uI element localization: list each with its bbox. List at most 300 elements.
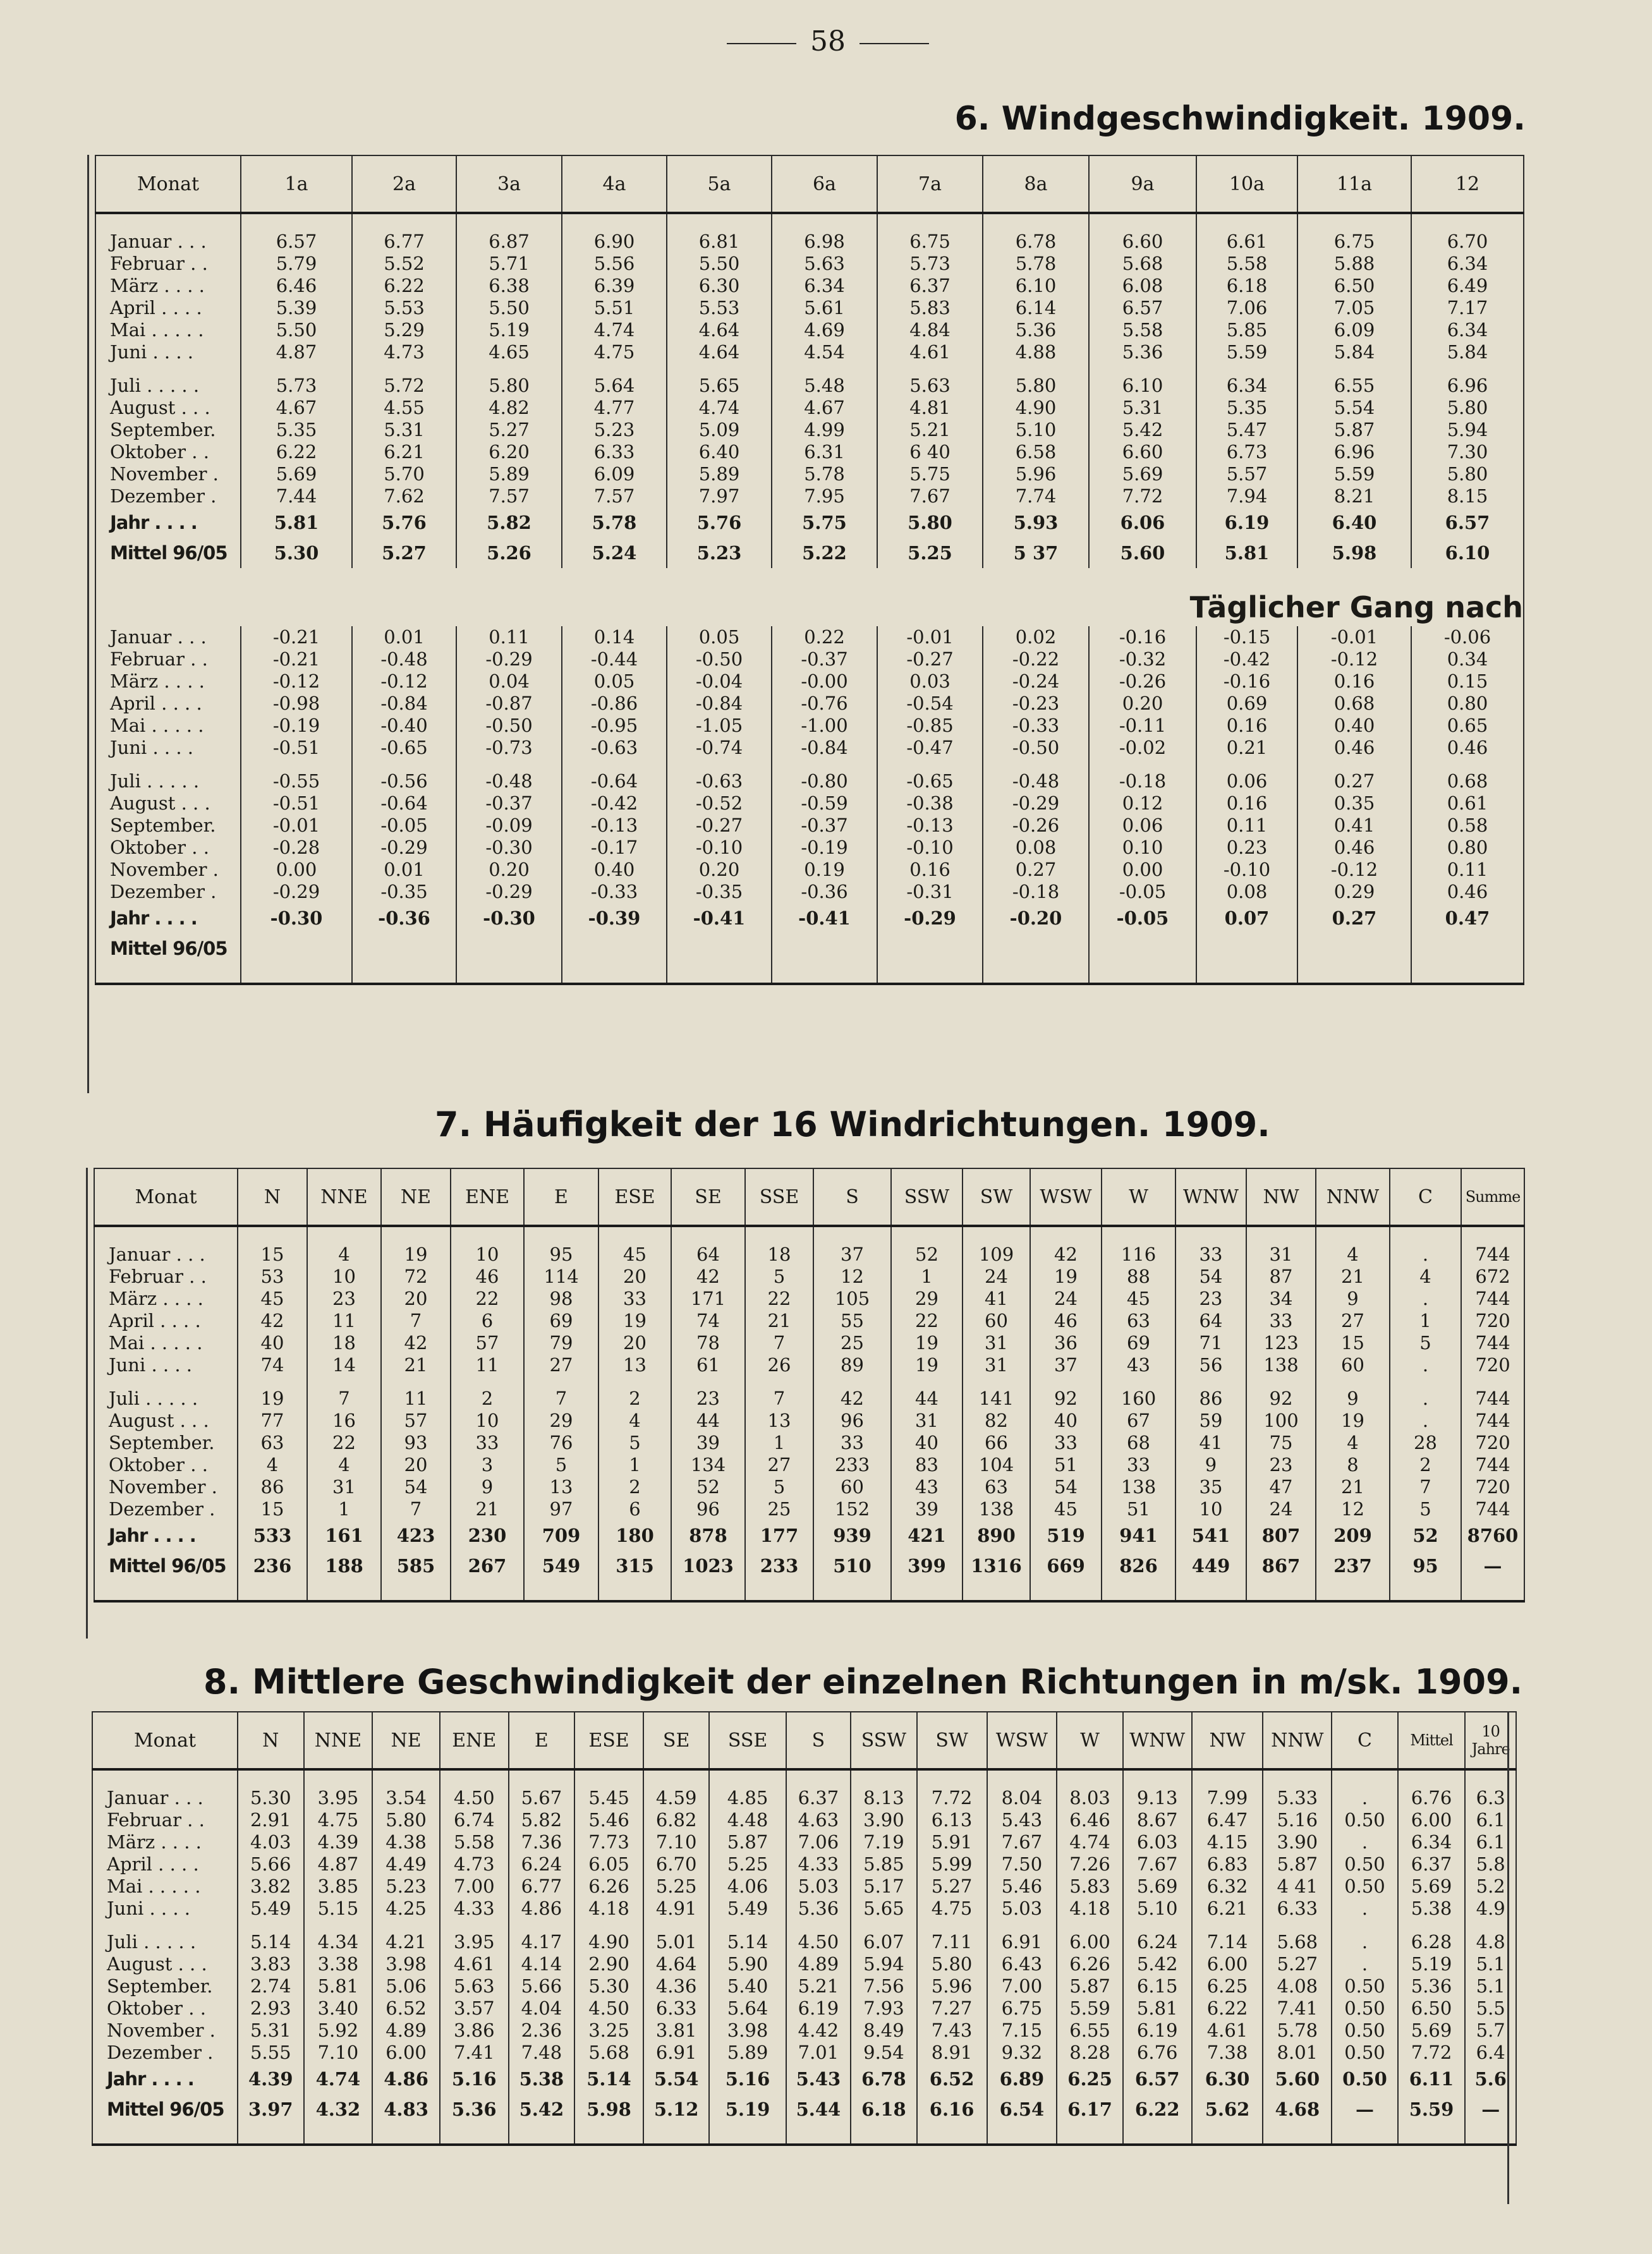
value-cell: 5.09 — [667, 419, 772, 441]
value-cell: -0.36 — [352, 903, 456, 933]
column-header: C — [1332, 1712, 1398, 1769]
value-cell: 5.1 — [1465, 1953, 1516, 1975]
value-cell: 4.63 — [786, 1809, 851, 1831]
table-row — [95, 253, 1524, 275]
value-cell: 6.4 — [1465, 2042, 1516, 2064]
value-cell: 3.82 — [238, 1875, 304, 1898]
value-cell: 6.47 — [1192, 1809, 1263, 1831]
value-cell: 42 — [238, 1310, 307, 1332]
spacer-cell — [1123, 1769, 1192, 1787]
column-header: NNE — [304, 1712, 373, 1769]
value-cell: 7.57 — [562, 485, 667, 507]
value-cell: 19 — [1316, 1410, 1390, 1432]
table-row — [95, 815, 1524, 837]
value-cell: -0.63 — [562, 737, 667, 759]
month-label: Januar . . . — [94, 1244, 238, 1266]
value-cell — [1411, 933, 1524, 964]
value-cell: 2.90 — [574, 1953, 643, 1975]
month-label: Jahr . . . . — [95, 507, 241, 538]
value-cell: 867 — [1246, 1551, 1316, 1581]
spacer-cell — [456, 213, 562, 231]
dash-left — [727, 43, 796, 44]
value-cell: 52 — [1390, 1520, 1461, 1551]
value-cell: 5.58 — [1089, 319, 1196, 341]
spacer-cell — [1297, 213, 1411, 231]
value-cell: 4.68 — [1263, 2094, 1332, 2124]
value-cell: 5.7 — [1465, 2020, 1516, 2042]
value-cell: 54 — [381, 1476, 451, 1498]
month-label: Juni . . . . — [92, 1898, 238, 1920]
value-cell: 7 — [745, 1388, 813, 1410]
value-cell: 4.86 — [509, 1898, 575, 1920]
value-cell: -0.30 — [456, 837, 562, 859]
value-cell: -0.85 — [877, 715, 983, 737]
value-cell: 6.00 — [372, 2042, 440, 2064]
value-cell: 109 — [963, 1244, 1030, 1266]
value-cell: 82 — [963, 1410, 1030, 1432]
value-cell: 8.67 — [1123, 1809, 1192, 1831]
value-cell: 8760 — [1461, 1520, 1524, 1551]
value-cell: 7.57 — [456, 485, 562, 507]
value-cell: 672 — [1461, 1266, 1524, 1288]
value-cell: 4.42 — [786, 2020, 851, 2042]
value-cell: 315 — [598, 1551, 671, 1581]
value-cell: 7.44 — [241, 485, 352, 507]
month-label: Mittel 96/05 — [92, 2094, 238, 2124]
value-cell: 7.06 — [786, 1831, 851, 1853]
value-cell: -0.52 — [667, 792, 772, 815]
value-cell: 5.01 — [643, 1931, 710, 1953]
value-cell: 549 — [524, 1551, 598, 1581]
value-cell: 0.08 — [983, 837, 1089, 859]
value-cell: 5.14 — [709, 1931, 786, 1953]
column-header: N — [238, 1168, 307, 1226]
value-cell: 0.50 — [1332, 2064, 1398, 2094]
value-cell: 15 — [238, 1498, 307, 1520]
value-cell: 8.13 — [851, 1787, 917, 1809]
value-cell: -0.05 — [1089, 903, 1196, 933]
value-cell: 5.81 — [1196, 538, 1297, 568]
spacer-cell — [667, 363, 772, 375]
value-cell: 449 — [1175, 1551, 1246, 1581]
value-cell: 5.75 — [772, 507, 877, 538]
spacer-cell — [598, 1376, 671, 1388]
value-cell: . — [1390, 1244, 1461, 1266]
value-cell: 22 — [307, 1432, 381, 1454]
spacer-cell — [598, 1581, 671, 1601]
month-label: September. — [94, 1432, 238, 1454]
value-cell: 5.80 — [917, 1953, 987, 1975]
value-cell: 6.30 — [1192, 2064, 1263, 2094]
value-cell: 63 — [1102, 1310, 1175, 1332]
value-cell: 4.59 — [643, 1787, 710, 1809]
spacer-cell — [786, 2124, 851, 2145]
value-cell: 5.47 — [1196, 419, 1297, 441]
value-cell: 0.00 — [241, 859, 352, 881]
value-cell: — — [1461, 1551, 1524, 1581]
month-label: Januar . . . — [95, 626, 241, 648]
value-cell: 2.36 — [509, 2020, 575, 2042]
value-cell: 5.69 — [1089, 463, 1196, 485]
value-cell: -0.30 — [456, 903, 562, 933]
value-cell: 104 — [963, 1454, 1030, 1476]
value-cell: -0.38 — [877, 792, 983, 815]
value-cell: 2.91 — [238, 1809, 304, 1831]
spacer-cell — [241, 759, 352, 770]
value-cell: -0.19 — [241, 715, 352, 737]
value-cell: 4.82 — [456, 397, 562, 419]
value-cell: -1.00 — [772, 715, 877, 737]
spacer-cell — [94, 1581, 238, 1601]
value-cell: 5 — [1390, 1332, 1461, 1354]
value-cell: 6.50 — [1297, 275, 1411, 297]
table-row — [95, 859, 1524, 881]
value-cell: 0.06 — [1196, 770, 1297, 792]
column-header: 11a — [1297, 155, 1411, 213]
value-cell: 6.34 — [1196, 375, 1297, 397]
direction-mean-speed-table — [92, 1711, 1517, 2146]
value-cell: 24 — [1246, 1498, 1316, 1520]
month-header: Monat — [95, 155, 241, 213]
value-cell: 0.16 — [1196, 715, 1297, 737]
value-cell: 0.27 — [1297, 770, 1411, 792]
value-cell: -0.26 — [983, 815, 1089, 837]
value-cell: -0.84 — [772, 737, 877, 759]
value-cell: 3.98 — [709, 2020, 786, 2042]
spacer-cell — [372, 1920, 440, 1931]
value-cell: 5.69 — [1398, 1875, 1466, 1898]
value-cell: 5.80 — [1411, 463, 1524, 485]
value-cell: 83 — [891, 1454, 963, 1476]
value-cell: -0.29 — [241, 881, 352, 903]
page-number — [695, 25, 961, 58]
value-cell: 33 — [1102, 1454, 1175, 1476]
value-cell: 4.86 — [372, 2064, 440, 2094]
value-cell: 4.67 — [772, 397, 877, 419]
value-cell: 23 — [1246, 1454, 1316, 1476]
value-cell: 5.51 — [562, 297, 667, 319]
value-cell: 0.50 — [1332, 1997, 1398, 2020]
value-cell: 1023 — [671, 1551, 745, 1581]
value-cell: 5.80 — [372, 1809, 440, 1831]
value-cell: 5.36 — [1089, 341, 1196, 363]
value-cell: 0.68 — [1411, 770, 1524, 792]
value-cell: 36 — [1030, 1332, 1102, 1354]
month-label: März . . . . — [92, 1831, 238, 1853]
spacer-cell — [671, 1581, 745, 1601]
value-cell: -0.32 — [1089, 648, 1196, 670]
spacer-cell — [1102, 1376, 1175, 1388]
table-row — [94, 1288, 1524, 1310]
value-cell: 4.74 — [562, 319, 667, 341]
value-cell: 4.04 — [509, 1997, 575, 2020]
value-cell: 5.22 — [772, 538, 877, 568]
value-cell: 6.81 — [667, 231, 772, 253]
table-row — [92, 1898, 1516, 1920]
value-cell: 7.41 — [1263, 1997, 1332, 2020]
value-cell: 0.80 — [1411, 693, 1524, 715]
value-cell: 12 — [1316, 1498, 1390, 1520]
spacer-cell — [963, 1581, 1030, 1601]
month-label: Jahr . . . . — [95, 903, 241, 933]
value-cell: 6.09 — [1297, 319, 1411, 341]
spacer-cell — [772, 213, 877, 231]
value-cell: 180 — [598, 1520, 671, 1551]
value-cell: 9.13 — [1123, 1787, 1192, 1809]
value-cell: 11 — [451, 1354, 524, 1376]
value-cell: 5.60 — [1089, 538, 1196, 568]
value-cell: 79 — [524, 1332, 598, 1354]
value-cell: 6.57 — [1123, 2064, 1192, 2094]
value-cell: 4.36 — [643, 1975, 710, 1997]
value-cell: 7.14 — [1192, 1931, 1263, 1953]
value-cell: 5.85 — [851, 1853, 917, 1875]
month-label: März . . . . — [95, 670, 241, 693]
column-header: Summe — [1461, 1168, 1524, 1226]
value-cell: 0.20 — [667, 859, 772, 881]
table-row — [94, 1520, 1524, 1551]
spacer-cell — [786, 1769, 851, 1787]
value-cell: 6.08 — [1089, 275, 1196, 297]
value-cell: 4.77 — [562, 397, 667, 419]
value-cell: 33 — [813, 1432, 891, 1454]
spacer-cell — [456, 964, 562, 984]
value-cell: 20 — [598, 1332, 671, 1354]
value-cell: 97 — [524, 1498, 598, 1520]
value-cell: 5.89 — [667, 463, 772, 485]
value-cell: 6.50 — [1398, 1997, 1466, 2020]
table-row — [92, 1875, 1516, 1898]
value-cell: 6.15 — [1123, 1975, 1192, 1997]
value-cell: 4.67 — [241, 397, 352, 419]
value-cell: 7.06 — [1196, 297, 1297, 319]
value-cell: 5.50 — [667, 253, 772, 275]
value-cell: 4.38 — [372, 1831, 440, 1853]
value-cell: 5.59 — [1398, 2094, 1466, 2124]
value-cell: 0.50 — [1332, 1809, 1398, 1831]
value-cell: 5.27 — [352, 538, 456, 568]
value-cell: 5.36 — [1398, 1975, 1466, 1997]
value-cell: 5.54 — [1297, 397, 1411, 419]
spacer-cell — [1057, 1920, 1123, 1931]
table-row — [94, 1551, 1524, 1581]
value-cell: 1 — [1390, 1310, 1461, 1332]
value-cell: 4.73 — [352, 341, 456, 363]
value-cell — [241, 933, 352, 964]
value-cell: 6.76 — [1123, 2042, 1192, 2064]
spacer-cell — [1057, 1769, 1123, 1787]
value-cell: 233 — [813, 1454, 891, 1476]
value-cell: 1316 — [963, 1551, 1030, 1581]
column-header: 4a — [562, 155, 667, 213]
table-row — [92, 1931, 1516, 1953]
value-cell: -0.47 — [877, 737, 983, 759]
spacer-cell — [451, 1376, 524, 1388]
value-cell: 6.83 — [1192, 1853, 1263, 1875]
value-cell: -0.98 — [241, 693, 352, 715]
value-cell: 6.58 — [983, 441, 1089, 463]
value-cell: 0.46 — [1297, 837, 1411, 859]
value-cell: 7.99 — [1192, 1787, 1263, 1809]
value-cell: 4.75 — [304, 1809, 373, 1831]
value-cell: 6.11 — [1398, 2064, 1466, 2094]
value-cell: -0.51 — [241, 737, 352, 759]
spacer-cell — [1332, 1920, 1398, 1931]
value-cell: 236 — [238, 1551, 307, 1581]
value-cell — [983, 933, 1089, 964]
value-cell: 4.64 — [667, 341, 772, 363]
value-cell: 5.23 — [372, 1875, 440, 1898]
spacer-cell — [574, 2124, 643, 2145]
spacer-cell — [917, 2124, 987, 2145]
value-cell: 56 — [1175, 1354, 1246, 1376]
spacer-cell — [304, 1769, 373, 1787]
table-row — [92, 1831, 1516, 1853]
value-cell: 6.77 — [352, 231, 456, 253]
value-cell: 2.74 — [238, 1975, 304, 1997]
spacer-cell — [772, 964, 877, 984]
spacer-cell — [1089, 759, 1196, 770]
spacer-cell — [983, 759, 1089, 770]
spacer-cell — [1332, 1769, 1398, 1787]
value-cell: -0.37 — [456, 792, 562, 815]
column-header: Mittel — [1398, 1712, 1466, 1769]
value-cell: -1.05 — [667, 715, 772, 737]
value-cell: 0.08 — [1196, 881, 1297, 903]
value-cell: 5.21 — [877, 419, 983, 441]
value-cell: 66 — [963, 1432, 1030, 1454]
value-cell: 7.43 — [917, 2020, 987, 2042]
value-cell: 5 — [745, 1266, 813, 1288]
table-row — [94, 1244, 1524, 1266]
value-cell: 0.03 — [877, 670, 983, 693]
value-cell: -0.36 — [772, 881, 877, 903]
spacer-cell — [1030, 1581, 1102, 1601]
value-cell: 45 — [238, 1288, 307, 1310]
column-header: SW — [963, 1168, 1030, 1226]
page-edge-line-1 — [87, 155, 89, 1093]
value-cell: 5.48 — [772, 375, 877, 397]
month-label: September. — [95, 419, 241, 441]
spacer-cell — [1411, 759, 1524, 770]
value-cell: 5.63 — [440, 1975, 509, 1997]
value-cell: 72 — [381, 1266, 451, 1288]
value-cell: 5.10 — [983, 419, 1089, 441]
value-cell: 0.16 — [1297, 670, 1411, 693]
spacer-cell — [667, 964, 772, 984]
spacer-cell — [1102, 1581, 1175, 1601]
value-cell: 4.65 — [456, 341, 562, 363]
value-cell: 807 — [1246, 1520, 1316, 1551]
value-cell: -0.80 — [772, 770, 877, 792]
table-row — [95, 275, 1524, 297]
month-label: Dezember . — [95, 485, 241, 507]
value-cell: 96 — [671, 1498, 745, 1520]
value-cell: 5.82 — [509, 1809, 575, 1831]
spacer-cell — [772, 759, 877, 770]
value-cell: 5.68 — [1089, 253, 1196, 275]
value-cell: 8.04 — [987, 1787, 1057, 1809]
column-header: NE — [381, 1168, 451, 1226]
value-cell: 6.38 — [456, 275, 562, 297]
value-cell: 4.18 — [1057, 1898, 1123, 1920]
value-cell: 42 — [1030, 1244, 1102, 1266]
value-cell: -0.29 — [877, 903, 983, 933]
value-cell: 6.57 — [1411, 507, 1524, 538]
value-cell: 141 — [963, 1388, 1030, 1410]
month-label: April . . . . — [94, 1310, 238, 1332]
spacer-cell — [524, 1581, 598, 1601]
value-cell: 4.61 — [440, 1953, 509, 1975]
value-cell: 0.35 — [1297, 792, 1411, 815]
value-cell: 6.40 — [667, 441, 772, 463]
value-cell: 6.89 — [987, 2064, 1057, 2094]
value-cell: 160 — [1102, 1388, 1175, 1410]
value-cell: 6.22 — [1123, 2094, 1192, 2124]
value-cell: 5.80 — [877, 507, 983, 538]
spacer-cell — [562, 964, 667, 984]
value-cell: 6.3 — [1465, 1787, 1516, 1809]
column-header: W — [1102, 1168, 1175, 1226]
value-cell: 7 — [524, 1388, 598, 1410]
table-row — [92, 2020, 1516, 2042]
spacer-cell — [643, 1769, 710, 1787]
value-cell: 5.03 — [786, 1875, 851, 1898]
value-cell: 0.65 — [1411, 715, 1524, 737]
table-row — [95, 463, 1524, 485]
value-cell: 5.15 — [304, 1898, 373, 1920]
value-cell: 5.42 — [509, 2094, 575, 2124]
value-cell: 6.96 — [1297, 441, 1411, 463]
value-cell: -0.86 — [562, 693, 667, 715]
value-cell: 51 — [1030, 1454, 1102, 1476]
spacer-cell — [307, 1226, 381, 1244]
value-cell: 0.34 — [1411, 648, 1524, 670]
spacer-cell — [372, 1769, 440, 1787]
column-header: ENE — [440, 1712, 509, 1769]
value-cell: -0.33 — [562, 881, 667, 903]
value-cell: -0.21 — [241, 626, 352, 648]
value-cell: 5.76 — [352, 507, 456, 538]
value-cell: 4.74 — [304, 2064, 373, 2094]
value-cell: 45 — [598, 1244, 671, 1266]
value-cell: 0.15 — [1411, 670, 1524, 693]
value-cell: 116 — [1102, 1244, 1175, 1266]
table-row — [94, 1454, 1524, 1476]
value-cell: 4.39 — [304, 1831, 373, 1853]
value-cell: 15 — [1316, 1332, 1390, 1354]
value-cell: 31 — [891, 1410, 963, 1432]
value-cell: . — [1390, 1354, 1461, 1376]
value-cell: 399 — [891, 1551, 963, 1581]
spacer-cell — [1297, 363, 1411, 375]
spacer-cell — [745, 1226, 813, 1244]
column-header: E — [524, 1168, 598, 1226]
value-cell: 5.91 — [917, 1831, 987, 1853]
value-cell: 5.33 — [1263, 1787, 1332, 1809]
value-cell: 5.72 — [352, 375, 456, 397]
value-cell: 4.06 — [709, 1875, 786, 1898]
value-cell: 6.60 — [1089, 231, 1196, 253]
value-cell: 0.20 — [456, 859, 562, 881]
value-cell: -0.84 — [352, 693, 456, 715]
value-cell: 5.53 — [667, 297, 772, 319]
value-cell: 7.94 — [1196, 485, 1297, 507]
month-label: Januar . . . — [95, 231, 241, 253]
column-header: SW — [917, 1712, 987, 1769]
value-cell: 3 — [451, 1454, 524, 1476]
value-cell: 0.27 — [1297, 903, 1411, 933]
